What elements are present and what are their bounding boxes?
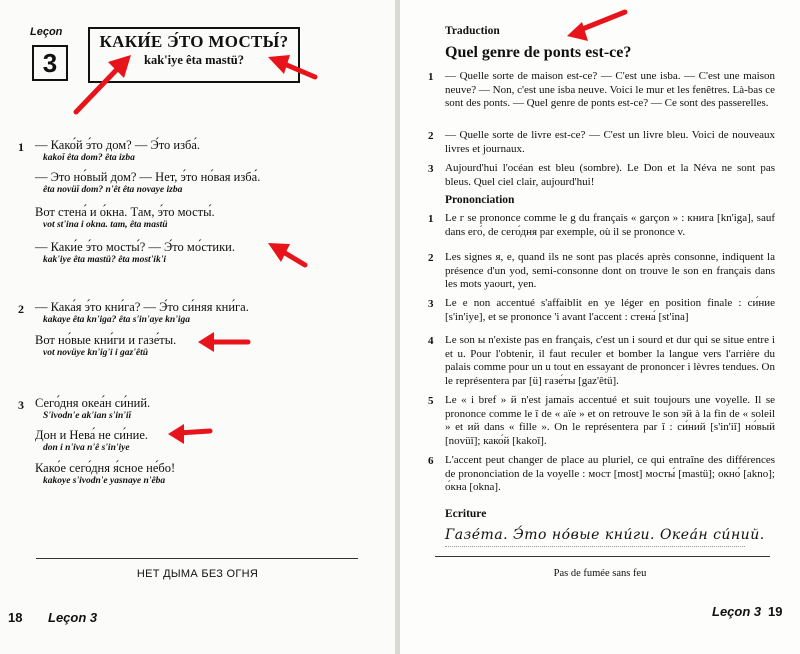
annotation-arrow-icon [268, 55, 315, 77]
translation-paragraph: Aujourd'hui l'océan est bleu (sombre). Le Don et la Néva ne sont pas bleus. Quel ciel clair, aujourd'hui! [445, 162, 775, 188]
proverb: НЕТ ДЫМА БЕЗ ОГНЯ [136, 568, 259, 580]
translation-number: 3 [428, 163, 434, 175]
section-number: 3 [18, 398, 24, 412]
transliteration-line: S'ivodn'e ak'ian s'in'iĭ [43, 411, 132, 421]
pronunciation-number: 1 [428, 213, 434, 225]
russian-line: Дон и Нева́ не си́ние. [35, 428, 149, 442]
lesson-number: 3 [42, 47, 58, 78]
pronunciation-number: 5 [428, 395, 434, 407]
transliteration-line: vot novüye kn'ig'i i gaz'êtü [43, 348, 149, 358]
transliteration-line: vot st'ina i okna. tam, êta mastü [43, 220, 168, 230]
translation-paragraph: — Quelle sorte de livre est-ce? — C'est un livre bleu. Voici de nouveaux livres et journaux. [445, 129, 775, 155]
lesson-label: Leçon [30, 26, 63, 38]
page-number: 19 [768, 604, 783, 619]
pronunciation-paragraph: Le son ы n'existe pas en français, c'est un i sourd et dur qui se situe entre i et u. Pour l'obtenir, il faut reculer et bomber la langue vers l'arrière du palais comme pour un u tout en essayant de prononcer i lèvres tendues. On le représentera par [ü] газе́ты [gaz'êtü]. [445, 334, 775, 387]
translation-paragraph: — Quelle sorte de maison est-ce? — C'est une isba. — C'est une maison neuve? — Non, c'est une isba neuve. Voici le mur et les fenêtres. Là-bas ce sont des ponts. — Quel genre de ponts est-ce? — Ce sont des passerelles. [445, 70, 775, 109]
pronunciation-number: 6 [428, 455, 434, 467]
section-number: 2 [18, 302, 24, 316]
footer-lesson: Leçon 3 [48, 610, 98, 625]
annotation-arrow-icon [198, 332, 248, 352]
russian-line: — Каки́е э́то мосты́? — Э́то мо́стики. [35, 240, 235, 254]
pronunciation-paragraph: Les signes я, е, quand ils ne sont pas placés après consonne, indiquent la présence d'un yod, semi-consonne dont on trouve le son en français dans les mots yaourt, yen. [445, 251, 775, 290]
transliteration-line: kakaye êta kn'iga? êta s'in'aye kn'iga [43, 315, 190, 325]
transliteration-line: kakoye s'ivodn'e yasnaye n'êba [43, 476, 166, 486]
pronunciation-paragraph: Le е non accentué s'affaiblit en ye léger en position finale : си́ние [s'in'iye], et se prononce 'i avant l'accent : стена́ [st'ina] [445, 297, 775, 323]
annotation-arrow-icon [567, 12, 625, 41]
pronunciation-paragraph: L'accent peut changer de place au pluriel, ce qui entraîne des différences de prononciation de la voyelle : мост [most] мосты́ [mastü]; окно́ [akno]; о́кна [okna]. [445, 454, 775, 493]
pronunciation-paragraph: Le « i bref » й n'est jamais accentué et suit toujours une voyelle. Il se prononce comme le ĭ de « aïe » et on retrouve le son эй à la fin de « soleil » et ий dans « fille ». On le représentera par ĭ : си́ний [s'in'iĭ] но́вый [novüĭ]; како́й [kakoĭ]. [445, 394, 775, 447]
russian-line: Вот но́вые кни́ги и газе́ты. [35, 333, 177, 347]
handwritten-sample: Газе́та. Э́то но́вые кни́ги. Океа́н си́ний. [445, 527, 765, 543]
annotation-arrow-icon [76, 55, 131, 112]
transliteration-line: êta novüĭ dom? n'êt êta novaye izba [43, 185, 183, 195]
page-number: 18 [8, 610, 23, 625]
transliteration-line: kak'iye êta mastü? êta most'ik'i [43, 255, 166, 265]
pronunciation-number: 3 [428, 298, 434, 310]
annotation-arrow-icon [168, 424, 210, 444]
translation-title: Quel genre de ponts est-ce? [445, 44, 632, 61]
russian-line: Сего́дня океа́н си́ний. [35, 396, 151, 410]
pronunciation-number: 2 [428, 252, 434, 264]
russian-line: Како́е сего́дня я́сное не́бо! [35, 461, 176, 475]
translation-number: 2 [428, 130, 434, 142]
lesson-title-russian: КАКИ́Е Э́ТО МОСТЫ́? [99, 32, 289, 51]
section-number: 1 [18, 140, 24, 154]
translation-heading: Traduction [445, 25, 500, 37]
russian-line: Вот стена́ и о́кна. Там, э́то мосты́. [35, 205, 215, 219]
transliteration-line: kakoĭ êta dom? êta izba [43, 153, 135, 163]
lesson-title-transliteration: kak'iye êta mastü? [144, 53, 244, 67]
transliteration-line: don i n'iva n'ê s'in'iye [43, 443, 130, 453]
translation-number: 1 [428, 71, 434, 83]
writing-heading: Ecriture [445, 508, 487, 520]
russian-line: — Кака́я э́то кни́га? — Э́то си́няя кни́га. [35, 300, 249, 314]
pronunciation-heading: Prononciation [445, 194, 515, 206]
footer-lesson: Leçon 3 [712, 604, 762, 619]
russian-line: — Это но́вый дом? — Нет, э́то но́вая изба́. [35, 170, 261, 184]
russian-line: — Како́й э́то дом? — Э́то изба́. [35, 138, 201, 152]
proverb-translation: Pas de fumée sans feu [553, 568, 647, 579]
pronunciation-paragraph: Le г se prononce comme le g du français « garçon » : книга [kn'iga], sauf dans его́, de сего́дня par exemple, où il se prononce v. [445, 212, 775, 238]
annotation-arrow-icon [268, 243, 305, 265]
pronunciation-number: 4 [428, 335, 434, 347]
